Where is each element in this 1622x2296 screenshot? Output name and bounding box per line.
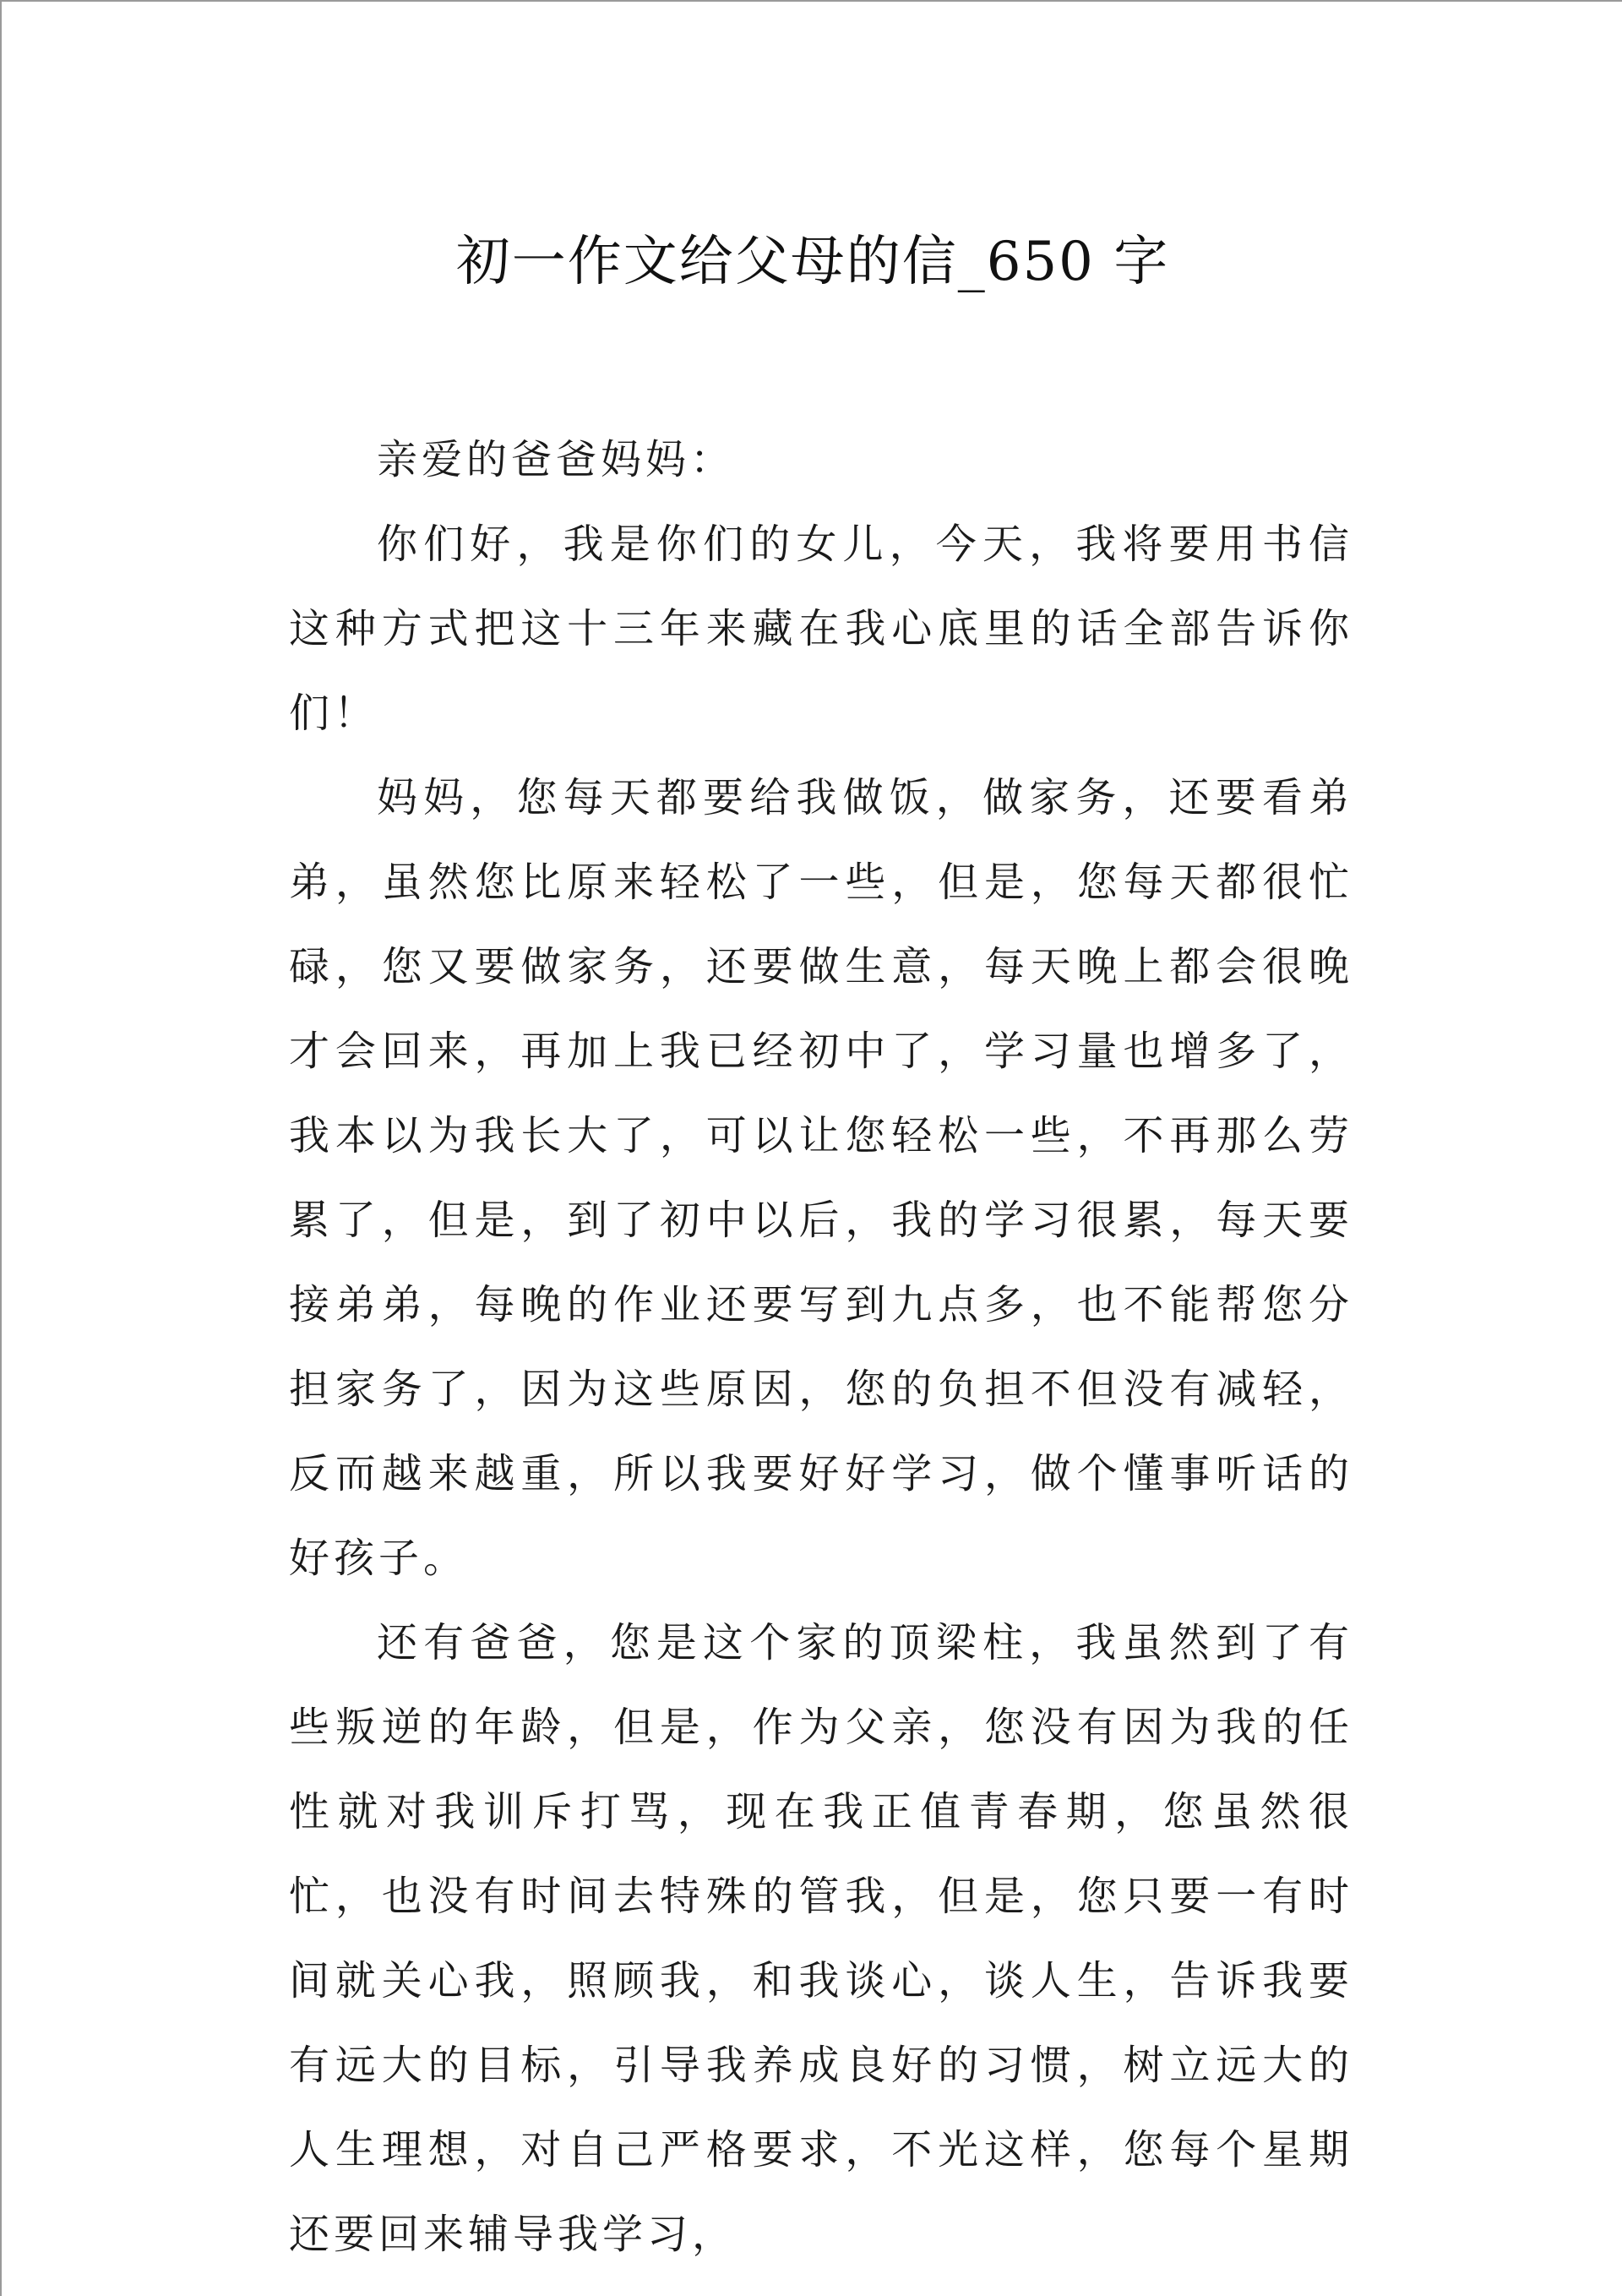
paragraph-mother: 妈妈，您每天都要给我做饭，做家务，还要看弟弟，虽然您比原来轻松了一些，但是，您每天都很忙碌，您又要做家务，还要做生意，每天晚上都会很晚才会回来，再加上我已经初中了，学习量也增多了，我本以为我长大了，可以让您轻松一些，不再那么劳累了，但是，到了初中以后，我的学习很累，每天要接弟弟，每晚的作业还要写到九点多，也不能帮您分担家务了，因为这些原因，您的负担不但没有减轻，反而越来越重，所以我要好好学习，做个懂事听话的好孩子。: [289, 774, 1353, 1582]
document-body: [289, 417, 1353, 2277]
document-title: 初一作文给父母的信_650 字: [455, 231, 1170, 293]
salutation: 亲爱的爸爸妈妈：: [377, 436, 736, 483]
paragraph-father: 还有爸爸，您是这个家的顶梁柱，我虽然到了有些叛逆的年龄，但是，作为父亲，您没有因为我的任性就对我训斥打骂，现在我正值青春期，您虽然很忙，也没有时间去特殊的管我，但是，您只要一有时间就关心我，照顾我，和我谈心，谈人生，告诉我要有远大的目标，引导我养成良好的习惯，树立远大的人生理想，对自己严格要求，不光这样，您每个星期还要回来辅导我学习，: [289, 1619, 1353, 2258]
paragraph-greeting: 你们好，我是你们的女儿，今天，我将要用书信这种方式把这十三年来藏在我心底里的话全部告诉你们！: [289, 521, 1353, 737]
